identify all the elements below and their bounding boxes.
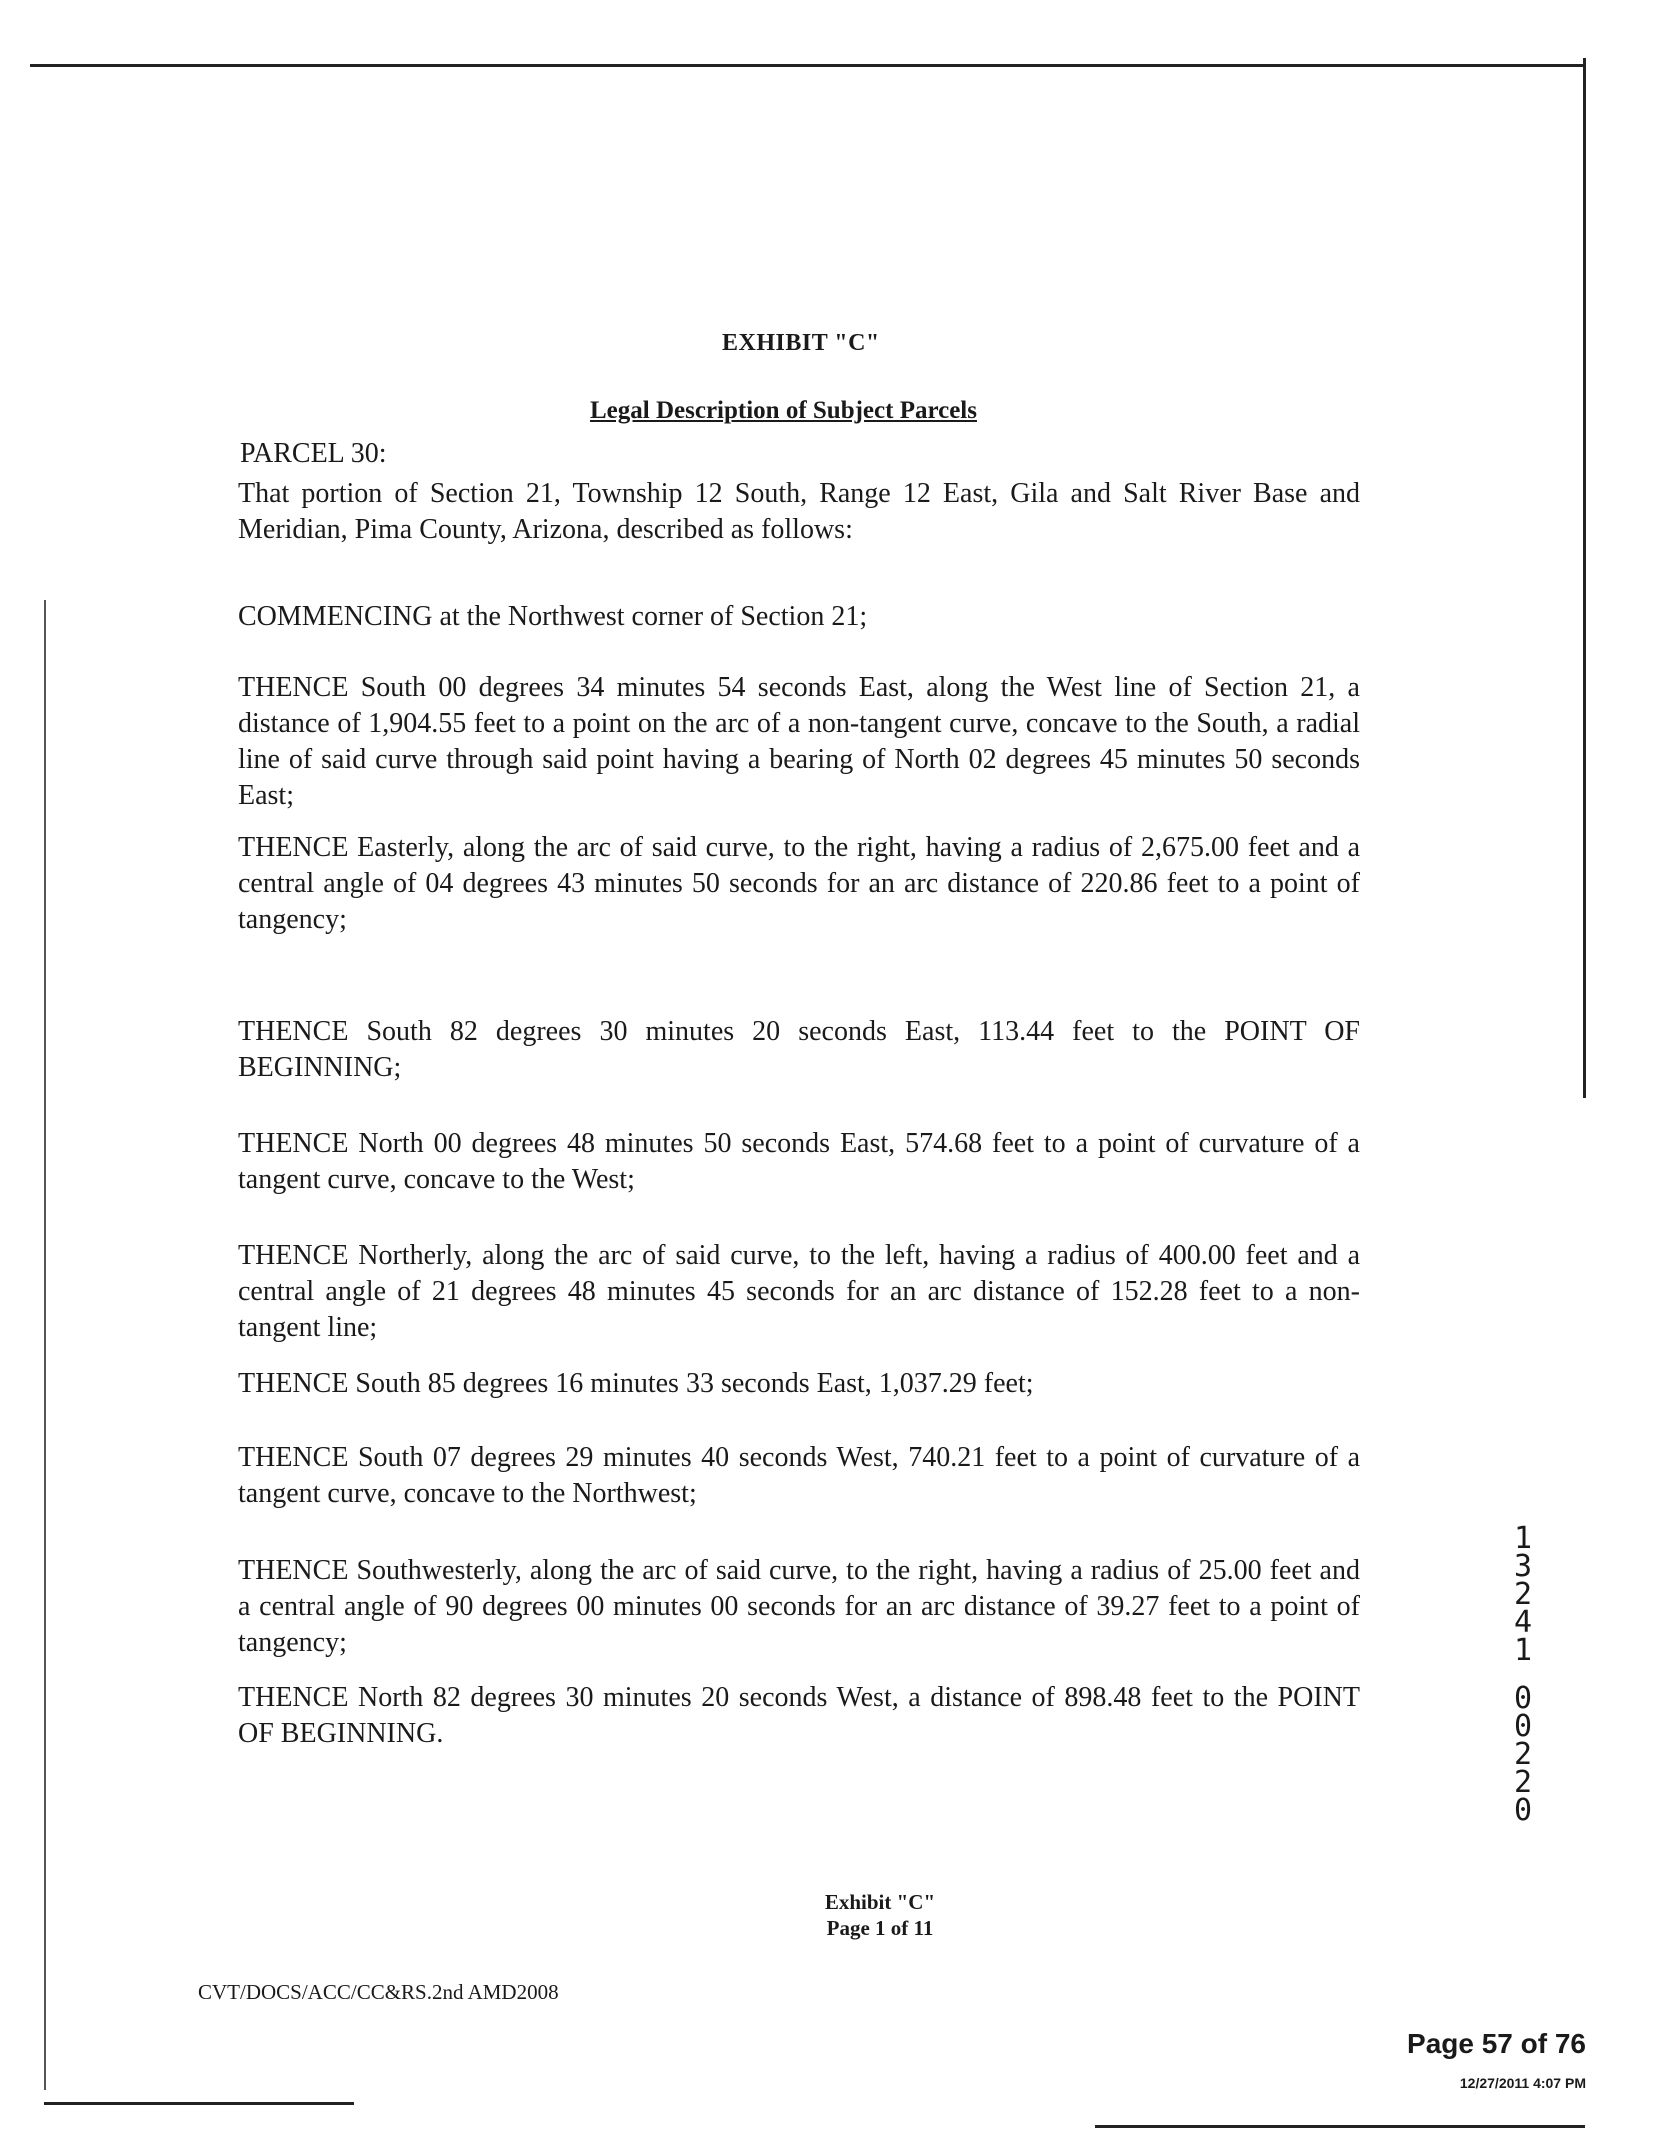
paragraph-thence-2: THENCE Easterly, along the arc of said curve, to the right, having a radius of 2,675.00 feet and a central angle of 04 degrees 43 minutes 50 seconds for an arc distance of 220.86 feet to a point of tangency; [238, 832, 1360, 935]
recording-number [1506, 1521, 1540, 1828]
right-border-line [1583, 58, 1586, 1098]
recording-digit: 2 [1513, 1577, 1533, 1612]
bottom-right-border-line [1095, 2125, 1585, 2128]
paragraph-commencing: COMMENCING at the Northwest corner of Section 21; [238, 601, 868, 632]
recording-digit: 2 [1513, 1765, 1533, 1800]
recording-digit: 0 [1513, 1681, 1533, 1716]
page-number: Page 57 of 76 [1407, 2028, 1586, 2059]
left-border-line [44, 600, 46, 2090]
exhibit-title: EXHIBIT "C" [722, 330, 880, 356]
paragraph-intro: That portion of Section 21, Township 12 South, Range 12 East, Gila and Salt River Base and Meridian, Pima County, Arizona, described as follows: [238, 478, 1360, 545]
bottom-left-border-line [44, 2102, 354, 2105]
recording-digit: 3 [1513, 1549, 1533, 1584]
footer-exhibit-label: Exhibit "C" [824, 1890, 936, 1914]
recording-digit: 2 [1513, 1737, 1533, 1772]
recording-digit: 1 [1513, 1633, 1533, 1668]
document-code: CVT/DOCS/ACC/CC&RS.2nd AMD2008 [198, 1980, 559, 2004]
paragraph-thence-8: THENCE Southwesterly, along the arc of said curve, to the right, having a radius of 25.00 feet and a central angle of 90 degrees 00 minutes 00 seconds for an arc distance of 39.27 feet to a point of tangency; [238, 1555, 1360, 1658]
print-timestamp: 12/27/2011 4:07 PM [1459, 2075, 1586, 2091]
paragraph-thence-3: THENCE South 82 degrees 30 minutes 20 seconds East, 113.44 feet to the POINT OF BEGINNING; [238, 1016, 1360, 1083]
recording-digit: 0 [1513, 1793, 1533, 1828]
footer-page-of: Page 1 of 11 [826, 1916, 934, 1940]
paragraph-thence-1: THENCE South 00 degrees 34 minutes 54 seconds East, along the West line of Section 21, a distance of 1,904.55 feet to a point on the arc of a non-tangent curve, concave to the South, a radial line of said curve through said point having a bearing of North 02 degrees 45 minutes 50 seconds East; [238, 672, 1360, 811]
recording-digit: 0 [1513, 1709, 1533, 1744]
document-subtitle: Legal Description of Subject Parcels [590, 397, 977, 424]
paragraph-thence-4: THENCE North 00 degrees 48 minutes 50 seconds East, 574.68 feet to a point of curvature of a tangent curve, concave to the West; [238, 1128, 1360, 1195]
paragraph-thence-5: THENCE Northerly, along the arc of said curve, to the left, having a radius of 400.00 feet and a central angle of 21 degrees 48 minutes 45 seconds for an arc distance of 152.28 feet to a non-tangent line; [238, 1240, 1360, 1343]
parcel-label: PARCEL 30: [240, 438, 387, 469]
paragraph-thence-6: THENCE South 85 degrees 16 minutes 33 seconds East, 1,037.29 feet; [238, 1368, 1034, 1399]
recording-digit: 4 [1513, 1605, 1533, 1640]
paragraph-thence-7: THENCE South 07 degrees 29 minutes 40 seconds West, 740.21 feet to a point of curvature of a tangent curve, concave to the Northwest; [238, 1442, 1360, 1509]
recording-digit: 1 [1513, 1521, 1533, 1556]
top-border-line [30, 64, 1585, 67]
paragraph-thence-9: THENCE North 82 degrees 30 minutes 20 seconds West, a distance of 898.48 feet to the POINT OF BEGINNING. [238, 1682, 1360, 1749]
